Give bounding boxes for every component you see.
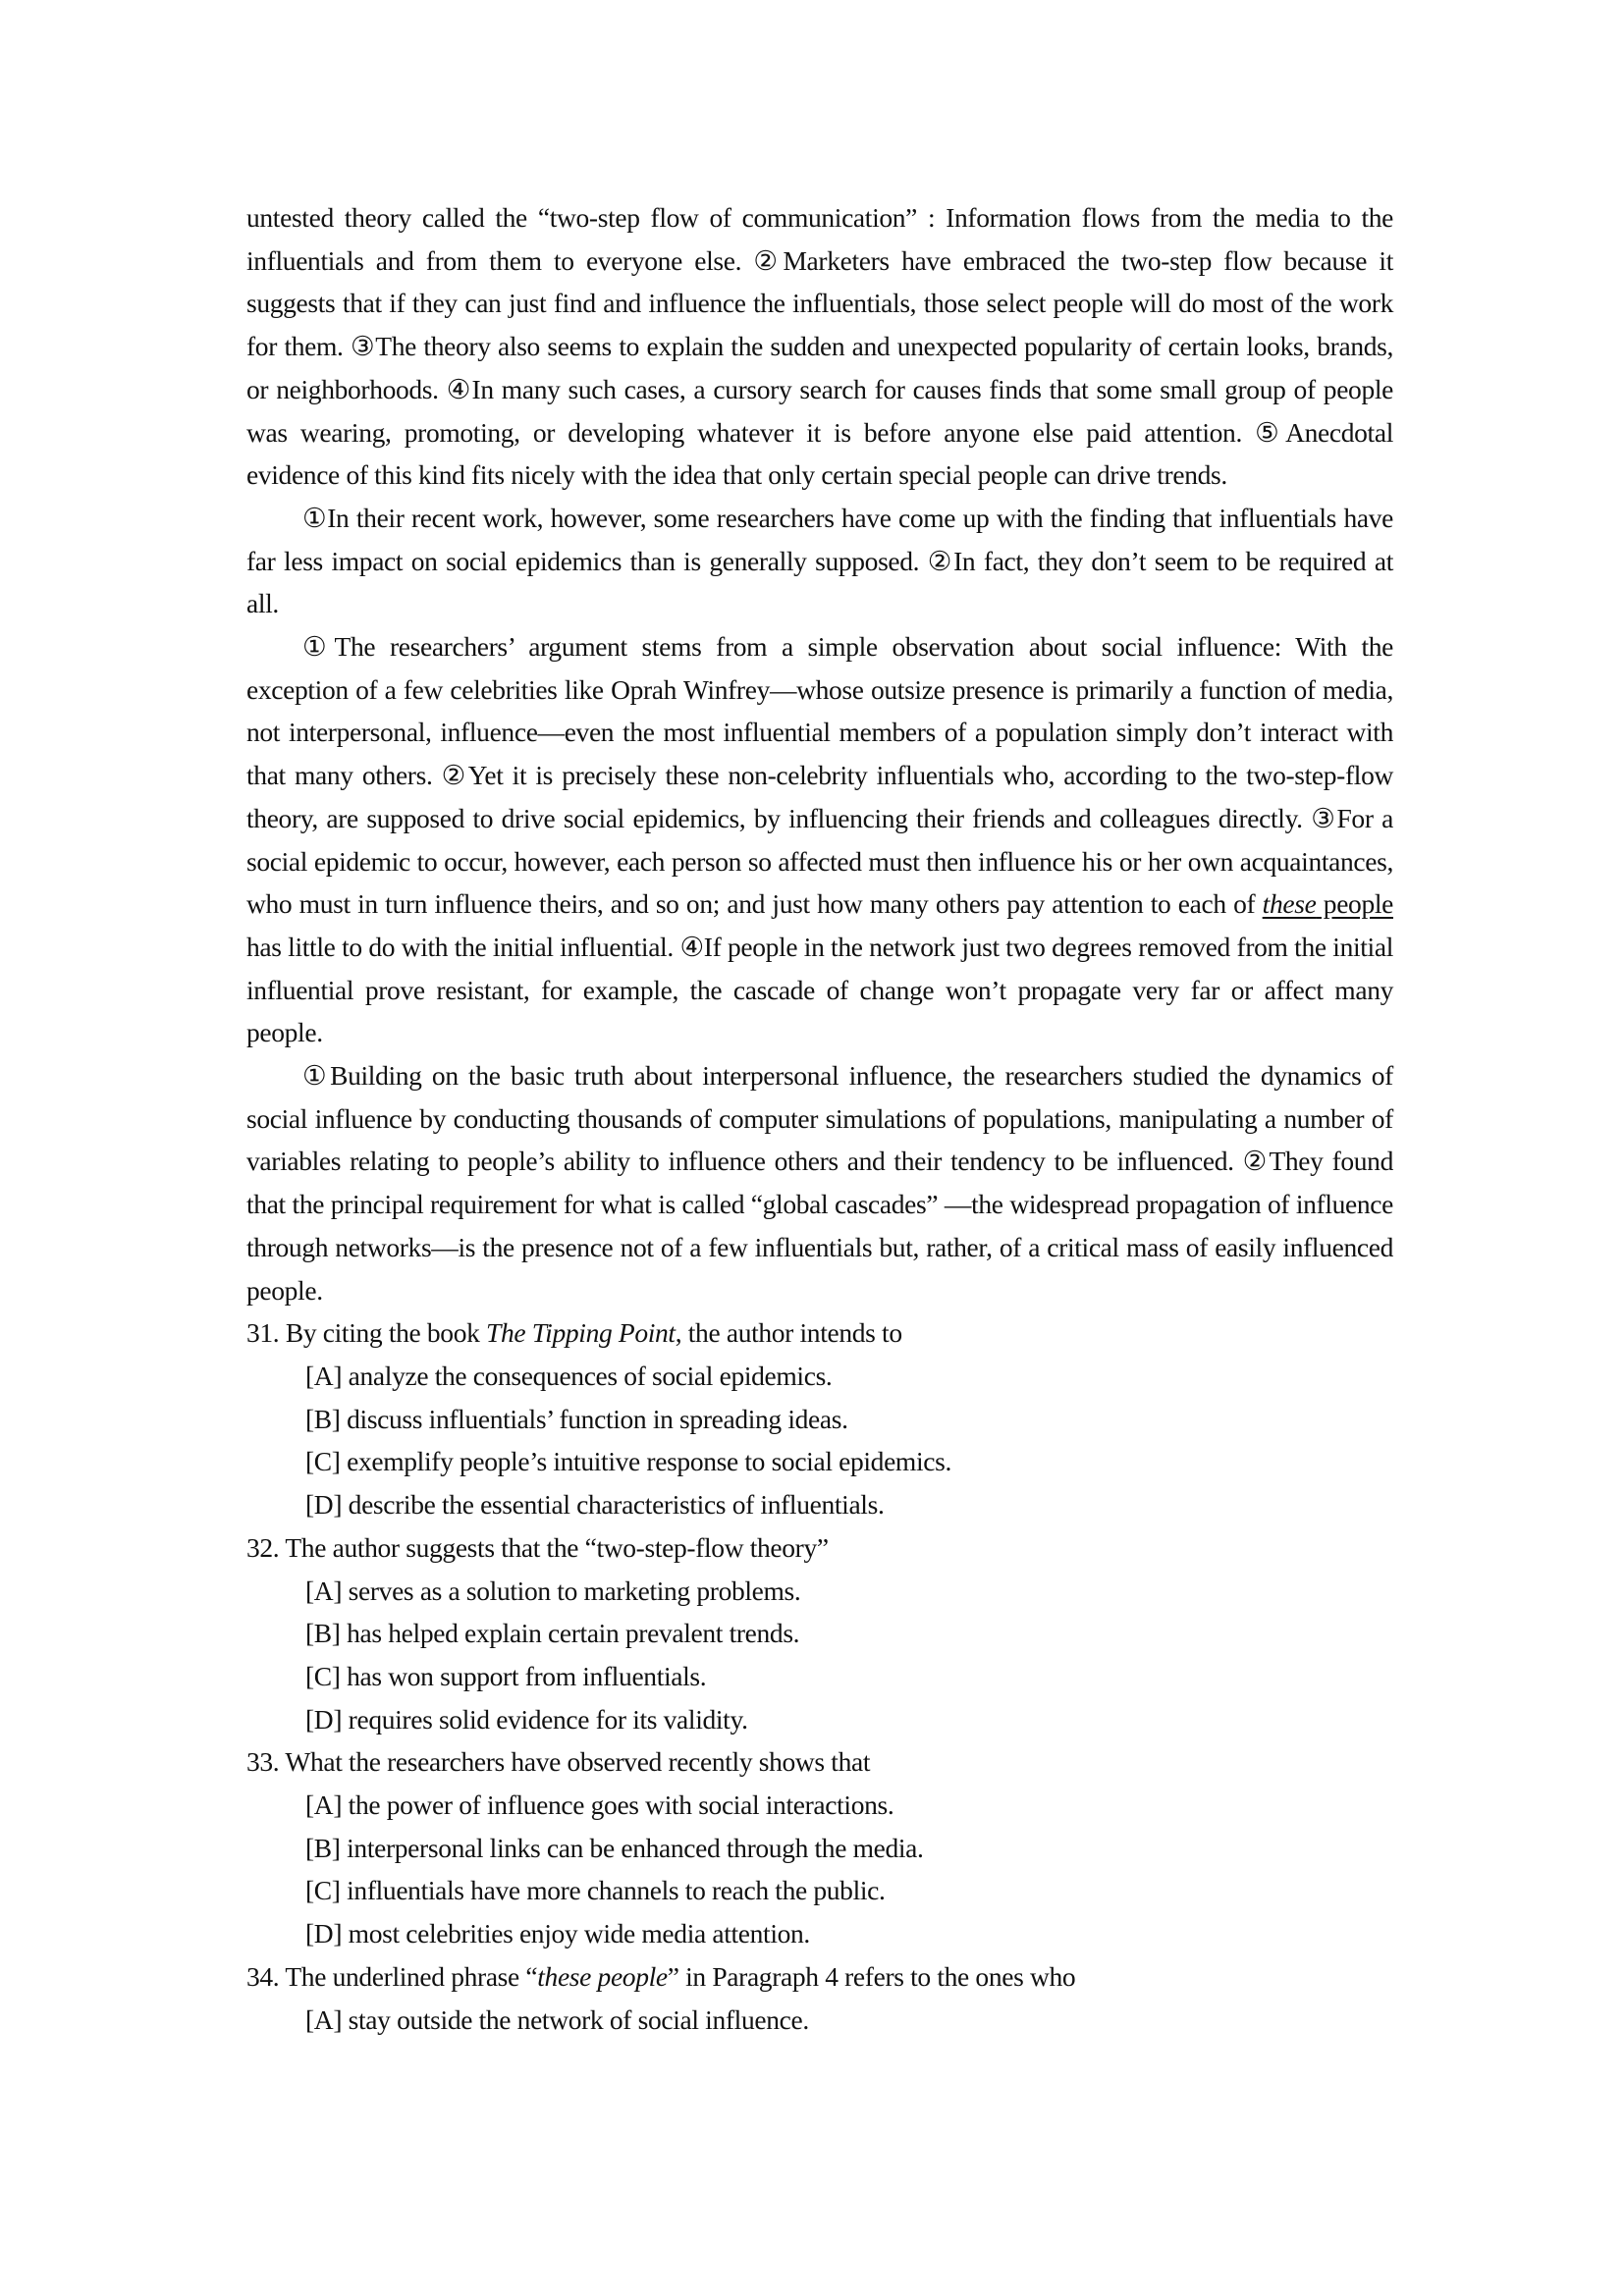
- question-stem: [246, 1955, 1393, 1999]
- option-d[interactable]: [246, 1912, 1393, 1955]
- underlined-phrase-these-people: [1263, 888, 1393, 919]
- question-stem: [246, 1311, 1393, 1355]
- question-number: 32.: [246, 1531, 280, 1563]
- passage-paragraph-4: ①Building on the basic truth about interpersonal influence, the researchers studied the dynamics of social influence by conducting thousands of computer simulations of populations, manipulating a number of variables relating to people’s ability to influence others and their tendency to be influenced. ②They found that the principal requirement for what is called “global cascades” —the widespread propagation of influence through networks—is the presence not of a few influentials but, rather, of a critical mass of easily influenced people.: [246, 1060, 1393, 1306]
- passage-paragraph-3: [246, 625, 1393, 1054]
- question-number: 31.: [246, 1317, 280, 1349]
- option-a[interactable]: [246, 1999, 1393, 2042]
- book-title: The Tipping Point: [486, 1317, 676, 1349]
- paragraph-text-after: has little to do with the initial influential. ④If people in the network just two degrees removed from the initial influential prove resistant, for example, the cascade of change won’t propagate very far or affect many people.: [246, 931, 1393, 1048]
- question-stem: [246, 1740, 1393, 1784]
- option-b[interactable]: [246, 1612, 1393, 1655]
- option-label: [A]: [305, 1575, 343, 1606]
- passage-paragraph-1: untested theory called the “two-step flow of communication” : Information flows from the media to the influentials and from them to everyone else. ②Marketers have embraced the two-step flow because it suggests that if they can just find and influence the influentials, those select people will do most of the work for them. ③The theory also seems to explain the sudden and unexpected popularity of certain looks, brands, or neighborhoods. ④In many such cases, a cursory search for causes finds that some small group of people was wearing, promoting, or developing whatever it is before anyone else paid attention. ⑤Anecdotal evidence of this kind fits nicely with the idea that only certain special people can drive trends.: [246, 202, 1393, 491]
- stem-text: What the researchers have observed recently shows that: [279, 1746, 871, 1778]
- option-text: exemplify people’s intuitive response to social epidemics.: [340, 1446, 952, 1477]
- stem-text-after: , the author intends to: [675, 1317, 902, 1349]
- option-label: [C]: [305, 1875, 341, 1906]
- question-31: [246, 1311, 1393, 1526]
- option-b[interactable]: [246, 1827, 1393, 1870]
- option-text: discuss influentials’ function in spreading ideas.: [340, 1403, 848, 1434]
- option-label: [B]: [305, 1618, 341, 1649]
- option-a[interactable]: [246, 1784, 1393, 1827]
- stem-text: The underlined phrase “: [279, 1960, 538, 1992]
- quoted-phrase: these people: [537, 1960, 668, 1992]
- option-label: [A]: [305, 2003, 343, 2035]
- option-text: the power of influence goes with social interactions.: [342, 1789, 894, 1821]
- underlined-plain-word: people: [1316, 888, 1393, 920]
- option-text: has helped explain certain prevalent trends.: [340, 1618, 800, 1649]
- option-text: has won support from influentials.: [340, 1660, 707, 1691]
- option-text: interpersonal links can be enhanced through the media.: [340, 1832, 924, 1863]
- option-d[interactable]: [246, 1698, 1393, 1741]
- option-label: [C]: [305, 1446, 341, 1477]
- option-c[interactable]: [246, 1869, 1393, 1912]
- question-number: 33.: [246, 1746, 280, 1778]
- option-label: [A]: [305, 1360, 343, 1391]
- option-c[interactable]: [246, 1440, 1393, 1483]
- reading-passage: [246, 196, 1393, 1311]
- stem-text-after: ” in Paragraph 4 refers to the ones who: [667, 1960, 1076, 1992]
- option-a[interactable]: [246, 1570, 1393, 1613]
- underlined-italic-word: these: [1262, 888, 1317, 920]
- option-label: [B]: [305, 1832, 341, 1863]
- option-label: [A]: [305, 1789, 343, 1821]
- option-label: [C]: [305, 1660, 341, 1691]
- option-label: [D]: [305, 1703, 343, 1735]
- option-text: analyze the consequences of social epidemics.: [342, 1360, 833, 1391]
- question-32: [246, 1526, 1393, 1741]
- passage-paragraph-2: ①In their recent work, however, some researchers have come up with the finding that influentials have far less impact on social epidemics than is generally supposed. ②In fact, they don’t seem to be required at all.: [246, 502, 1393, 619]
- questions-section: [246, 1311, 1393, 2041]
- option-text: requires solid evidence for its validity.: [342, 1703, 748, 1735]
- option-text: serves as a solution to marketing problems.: [342, 1575, 801, 1606]
- option-text: stay outside the network of social influence.: [342, 2003, 809, 2035]
- option-label: [D]: [305, 1918, 343, 1949]
- paragraph-text-before: ①The researchers’ argument stems from a simple observation about social influence: With the exception of a few celebrities like Oprah Winfrey—whose outsize presence is primarily a function of media, not interpersonal, influence—even the most influential members of a population simply don’t interact with that many others. ②Yet it is precisely these non-celebrity influentials who, according to the two-step-flow theory, are supposed to drive social epidemics, by influencing their friends and colleagues directly. ③For a social epidemic to occur, however, each person so affected must then influence his or her own acquaintances, who must in turn influence theirs, and so on; and just how many others pay attention to each of: [246, 631, 1393, 920]
- exam-page: [246, 196, 1393, 2041]
- stem-text: By citing the book: [279, 1317, 487, 1349]
- option-c[interactable]: [246, 1655, 1393, 1698]
- option-text: describe the essential characteristics of influentials.: [342, 1489, 885, 1521]
- question-number: 34.: [246, 1960, 280, 1992]
- question-stem: [246, 1526, 1393, 1570]
- stem-text: The author suggests that the “two-step-flow theory”: [279, 1531, 829, 1563]
- option-d[interactable]: [246, 1483, 1393, 1526]
- question-33: [246, 1740, 1393, 1955]
- option-label: [D]: [305, 1489, 343, 1521]
- option-text: most celebrities enjoy wide media attention.: [342, 1918, 810, 1949]
- option-a[interactable]: [246, 1355, 1393, 1398]
- option-text: influentials have more channels to reach the public.: [340, 1875, 886, 1906]
- option-label: [B]: [305, 1403, 341, 1434]
- question-34: [246, 1955, 1393, 2041]
- option-b[interactable]: [246, 1398, 1393, 1441]
